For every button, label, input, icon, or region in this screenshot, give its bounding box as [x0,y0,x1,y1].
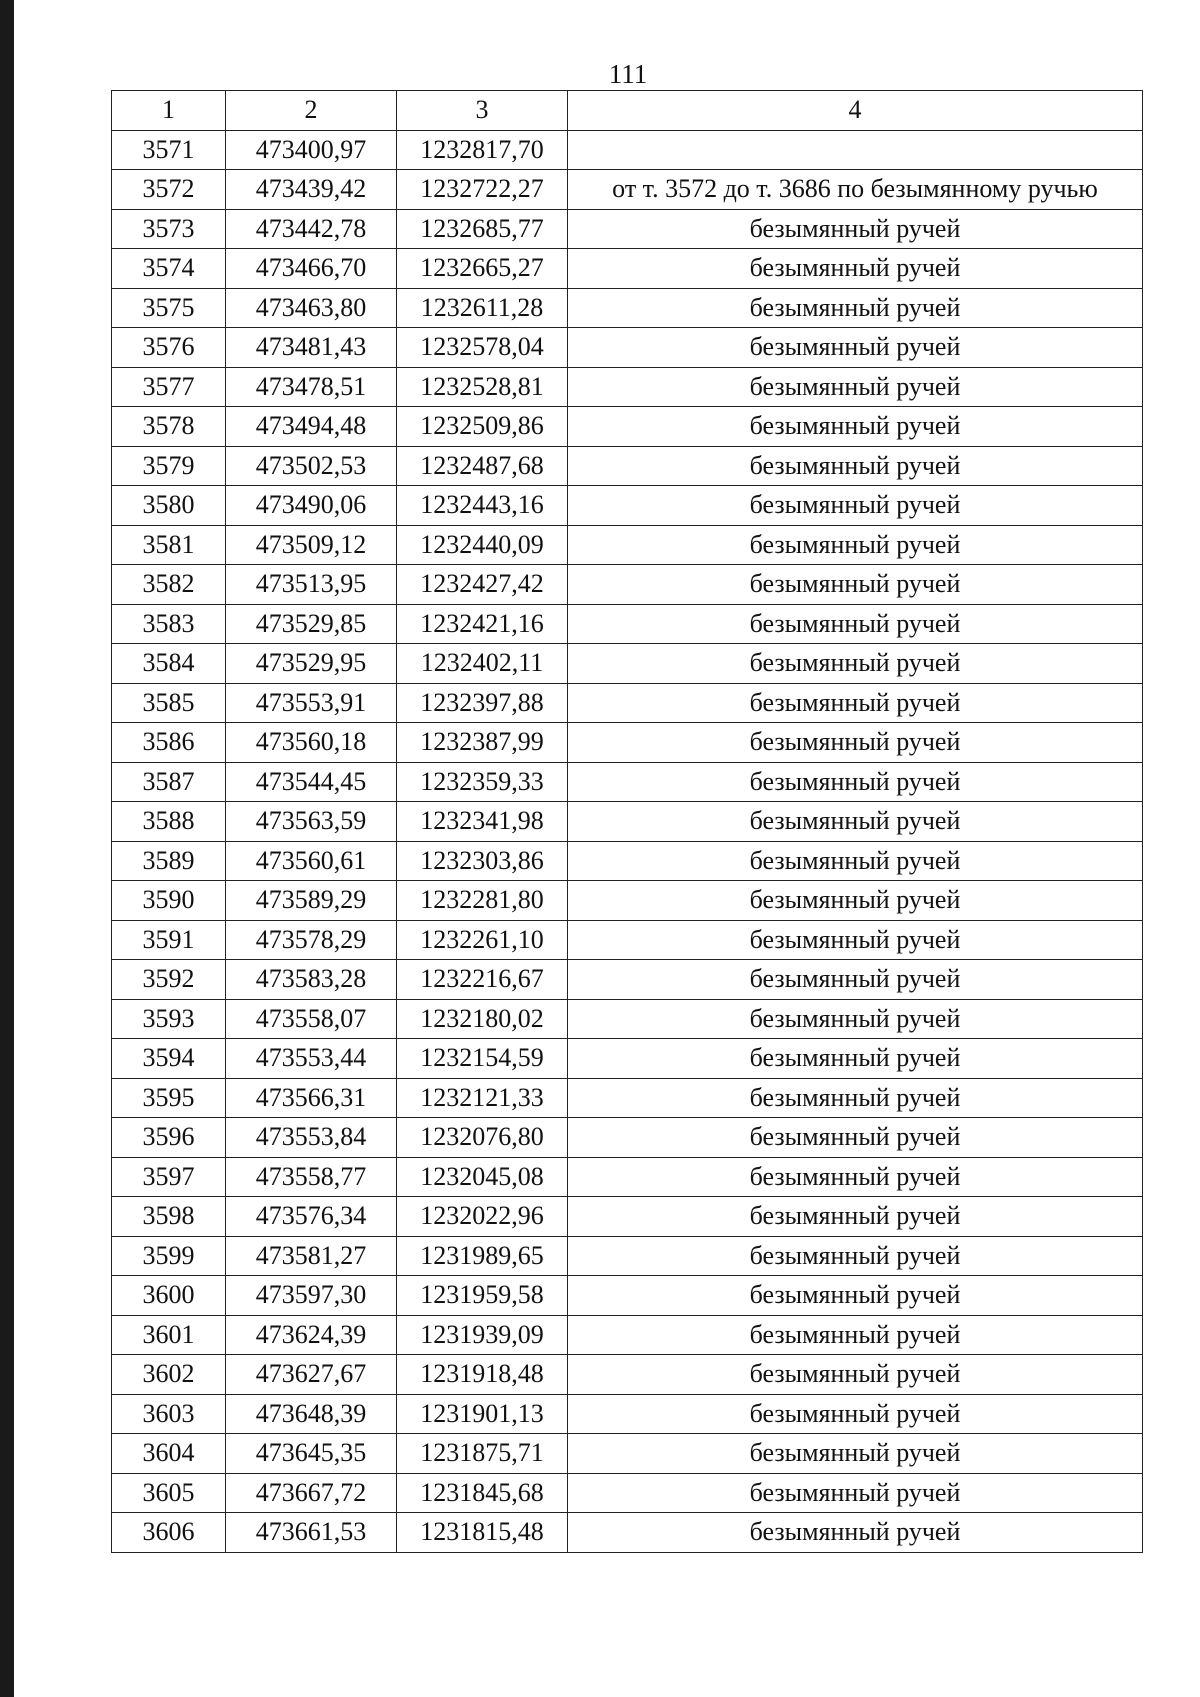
description-cell: безымянный ручей [568,1078,1143,1118]
x-coordinate-cell: 473645,35 [226,1434,397,1474]
x-coordinate-cell: 473667,72 [226,1473,397,1513]
x-coordinate-cell: 473560,61 [226,841,397,881]
table-body [112,130,1143,1552]
y-coordinate-cell: 1232387,99 [397,723,568,763]
x-coordinate-cell: 473490,06 [226,486,397,526]
coordinates-table [111,90,1143,1553]
table-row [112,565,1143,605]
description-cell: безымянный ручей [568,1118,1143,1158]
y-coordinate-cell: 1232421,16 [397,604,568,644]
y-coordinate-cell: 1232611,28 [397,288,568,328]
description-cell: от т. 3572 до т. 3686 по безымянному ручью [568,170,1143,210]
table-row [112,604,1143,644]
table-row [112,1513,1143,1553]
x-coordinate-cell: 473463,80 [226,288,397,328]
description-cell: безымянный ручей [568,249,1143,289]
point-number-cell: 3600 [112,1276,226,1316]
y-coordinate-cell: 1232722,27 [397,170,568,210]
y-coordinate-cell: 1232685,77 [397,209,568,249]
point-number-cell: 3604 [112,1434,226,1474]
point-number-cell: 3605 [112,1473,226,1513]
y-coordinate-cell: 1232180,02 [397,999,568,1039]
x-coordinate-cell: 473589,29 [226,881,397,921]
x-coordinate-cell: 473558,07 [226,999,397,1039]
description-cell: безымянный ручей [568,288,1143,328]
x-coordinate-cell: 473661,53 [226,1513,397,1553]
y-coordinate-cell: 1232154,59 [397,1039,568,1079]
y-coordinate-cell: 1231959,58 [397,1276,568,1316]
table-row [112,367,1143,407]
x-coordinate-cell: 473478,51 [226,367,397,407]
y-coordinate-cell: 1231901,13 [397,1394,568,1434]
table-header-row [112,91,1143,131]
table-row [112,130,1143,170]
point-number-cell: 3571 [112,130,226,170]
point-number-cell: 3599 [112,1236,226,1276]
y-coordinate-cell: 1232487,68 [397,446,568,486]
point-number-cell: 3572 [112,170,226,210]
x-coordinate-cell: 473553,91 [226,683,397,723]
description-cell: безымянный ручей [568,644,1143,684]
point-number-cell: 3603 [112,1394,226,1434]
table-row [112,170,1143,210]
y-coordinate-cell: 1232341,98 [397,802,568,842]
point-number-cell: 3601 [112,1315,226,1355]
point-number-cell: 3580 [112,486,226,526]
point-number-cell: 3581 [112,525,226,565]
y-coordinate-cell: 1232817,70 [397,130,568,170]
x-coordinate-cell: 473553,84 [226,1118,397,1158]
description-cell: безымянный ручей [568,604,1143,644]
point-number-cell: 3587 [112,762,226,802]
description-cell: безымянный ручей [568,802,1143,842]
description-cell: безымянный ручей [568,1394,1143,1434]
x-coordinate-cell: 473513,95 [226,565,397,605]
table-row [112,249,1143,289]
x-coordinate-cell: 473529,85 [226,604,397,644]
table-row [112,841,1143,881]
column-header-1: 1 [112,91,226,131]
table-row [112,1276,1143,1316]
description-cell: безымянный ручей [568,446,1143,486]
page-number: 111 [608,59,648,89]
y-coordinate-cell: 1232443,16 [397,486,568,526]
point-number-cell: 3579 [112,446,226,486]
table-row [112,960,1143,1000]
y-coordinate-cell: 1231989,65 [397,1236,568,1276]
table-row [112,762,1143,802]
y-coordinate-cell: 1231918,48 [397,1355,568,1395]
table-row [112,1157,1143,1197]
y-coordinate-cell: 1232216,67 [397,960,568,1000]
y-coordinate-cell: 1232397,88 [397,683,568,723]
point-number-cell: 3598 [112,1197,226,1237]
table-row [112,209,1143,249]
point-number-cell: 3584 [112,644,226,684]
description-cell: безымянный ручей [568,407,1143,447]
table-row [112,1078,1143,1118]
table-row [112,486,1143,526]
scan-edge [0,0,14,1697]
column-header-4: 4 [568,91,1143,131]
y-coordinate-cell: 1232022,96 [397,1197,568,1237]
description-cell: безымянный ручей [568,1197,1143,1237]
point-number-cell: 3590 [112,881,226,921]
description-cell: безымянный ручей [568,1513,1143,1553]
y-coordinate-cell: 1231875,71 [397,1434,568,1474]
point-number-cell: 3593 [112,999,226,1039]
x-coordinate-cell: 473578,29 [226,920,397,960]
y-coordinate-cell: 1232121,33 [397,1078,568,1118]
x-coordinate-cell: 473597,30 [226,1276,397,1316]
x-coordinate-cell: 473563,59 [226,802,397,842]
table-row [112,1315,1143,1355]
table-row [112,328,1143,368]
point-number-cell: 3594 [112,1039,226,1079]
point-number-cell: 3583 [112,604,226,644]
point-number-cell: 3574 [112,249,226,289]
table-row [112,407,1143,447]
description-cell: безымянный ручей [568,525,1143,565]
y-coordinate-cell: 1232440,09 [397,525,568,565]
point-number-cell: 3582 [112,565,226,605]
table-row [112,288,1143,328]
description-cell: безымянный ручей [568,920,1143,960]
table-row [112,1473,1143,1513]
point-number-cell: 3591 [112,920,226,960]
description-cell: безымянный ручей [568,1276,1143,1316]
description-cell: безымянный ручей [568,723,1143,763]
x-coordinate-cell: 473553,44 [226,1039,397,1079]
x-coordinate-cell: 473576,34 [226,1197,397,1237]
x-coordinate-cell: 473439,42 [226,170,397,210]
point-number-cell: 3585 [112,683,226,723]
x-coordinate-cell: 473627,67 [226,1355,397,1395]
point-number-cell: 3596 [112,1118,226,1158]
description-cell: безымянный ручей [568,367,1143,407]
description-cell: безымянный ручей [568,209,1143,249]
x-coordinate-cell: 473502,53 [226,446,397,486]
y-coordinate-cell: 1232303,86 [397,841,568,881]
x-coordinate-cell: 473481,43 [226,328,397,368]
y-coordinate-cell: 1232427,42 [397,565,568,605]
y-coordinate-cell: 1232509,86 [397,407,568,447]
table-row [112,1355,1143,1395]
y-coordinate-cell: 1232665,27 [397,249,568,289]
table-row [112,1197,1143,1237]
table-row [112,1118,1143,1158]
point-number-cell: 3597 [112,1157,226,1197]
table-row [112,446,1143,486]
point-number-cell: 3573 [112,209,226,249]
y-coordinate-cell: 1231815,48 [397,1513,568,1553]
y-coordinate-cell: 1232261,10 [397,920,568,960]
y-coordinate-cell: 1232578,04 [397,328,568,368]
table-row [112,683,1143,723]
description-cell: безымянный ручей [568,1236,1143,1276]
description-cell: безымянный ручей [568,1473,1143,1513]
description-cell: безымянный ручей [568,881,1143,921]
table-row [112,644,1143,684]
y-coordinate-cell: 1232528,81 [397,367,568,407]
x-coordinate-cell: 473494,48 [226,407,397,447]
description-cell: безымянный ручей [568,1315,1143,1355]
description-cell: безымянный ручей [568,841,1143,881]
point-number-cell: 3575 [112,288,226,328]
x-coordinate-cell: 473442,78 [226,209,397,249]
point-number-cell: 3586 [112,723,226,763]
table-row [112,920,1143,960]
point-number-cell: 3576 [112,328,226,368]
y-coordinate-cell: 1232402,11 [397,644,568,684]
y-coordinate-cell: 1232045,08 [397,1157,568,1197]
x-coordinate-cell: 473544,45 [226,762,397,802]
description-cell: безымянный ручей [568,1157,1143,1197]
point-number-cell: 3592 [112,960,226,1000]
point-number-cell: 3606 [112,1513,226,1553]
table-row [112,1039,1143,1079]
point-number-cell: 3602 [112,1355,226,1395]
point-number-cell: 3578 [112,407,226,447]
description-cell: безымянный ручей [568,328,1143,368]
description-cell [568,130,1143,170]
table-row [112,1434,1143,1474]
table-row [112,525,1143,565]
point-number-cell: 3595 [112,1078,226,1118]
description-cell: безымянный ручей [568,960,1143,1000]
description-cell: безымянный ручей [568,762,1143,802]
description-cell: безымянный ручей [568,999,1143,1039]
table-row [112,802,1143,842]
y-coordinate-cell: 1231845,68 [397,1473,568,1513]
table-row [112,999,1143,1039]
description-cell: безымянный ручей [568,683,1143,723]
x-coordinate-cell: 473400,97 [226,130,397,170]
description-cell: безымянный ручей [568,565,1143,605]
x-coordinate-cell: 473558,77 [226,1157,397,1197]
description-cell: безымянный ручей [568,1434,1143,1474]
description-cell: безымянный ручей [568,486,1143,526]
x-coordinate-cell: 473581,27 [226,1236,397,1276]
y-coordinate-cell: 1231939,09 [397,1315,568,1355]
table-row [112,1236,1143,1276]
x-coordinate-cell: 473466,70 [226,249,397,289]
table-row [112,881,1143,921]
point-number-cell: 3577 [112,367,226,407]
column-header-3: 3 [397,91,568,131]
point-number-cell: 3588 [112,802,226,842]
description-cell: безымянный ручей [568,1039,1143,1079]
column-header-2: 2 [226,91,397,131]
y-coordinate-cell: 1232076,80 [397,1118,568,1158]
y-coordinate-cell: 1232359,33 [397,762,568,802]
table-row [112,1394,1143,1434]
x-coordinate-cell: 473509,12 [226,525,397,565]
table-row [112,723,1143,763]
x-coordinate-cell: 473648,39 [226,1394,397,1434]
x-coordinate-cell: 473566,31 [226,1078,397,1118]
y-coordinate-cell: 1232281,80 [397,881,568,921]
x-coordinate-cell: 473529,95 [226,644,397,684]
x-coordinate-cell: 473624,39 [226,1315,397,1355]
x-coordinate-cell: 473560,18 [226,723,397,763]
x-coordinate-cell: 473583,28 [226,960,397,1000]
point-number-cell: 3589 [112,841,226,881]
description-cell: безымянный ручей [568,1355,1143,1395]
